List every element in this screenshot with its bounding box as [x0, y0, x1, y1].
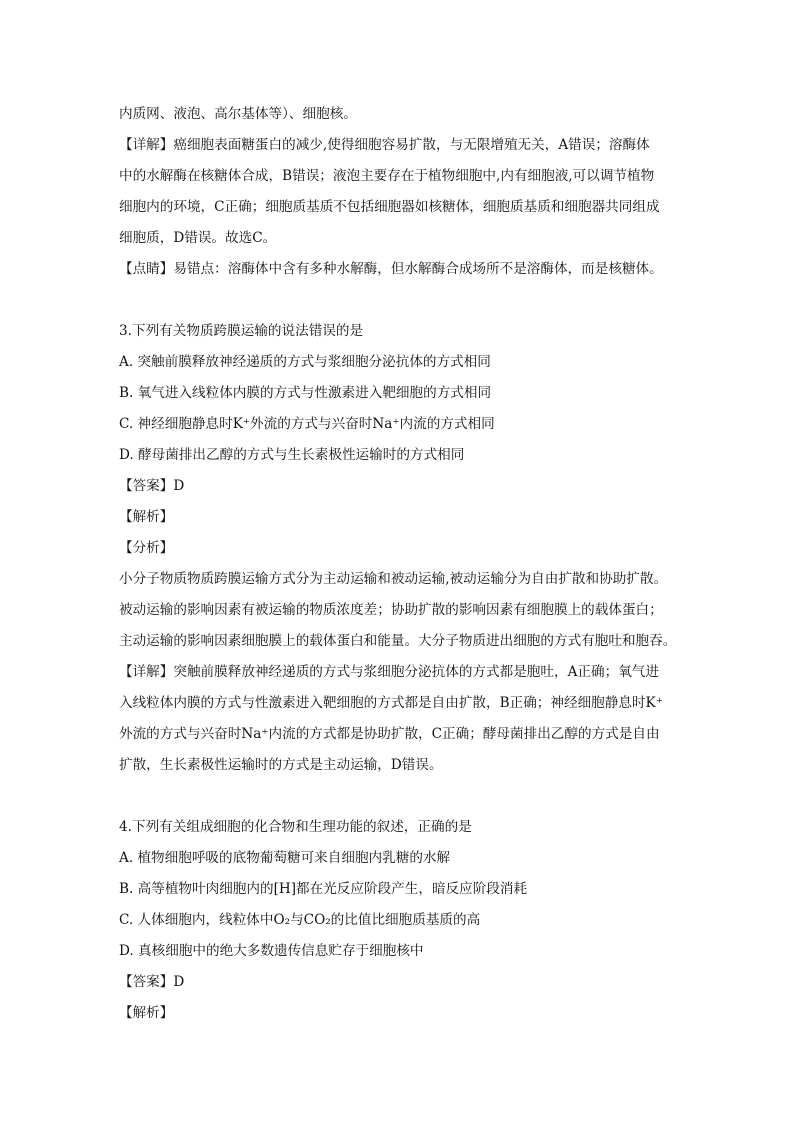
- text-line: 【详解】突触前膜释放神经递质的方式与浆细胞分泌抗体的方式都是胞吐，A正确；氧气进: [119, 664, 659, 680]
- question-4-option-b: B. 高等植物叶肉细胞内的[H]都在光反应阶段产生，暗反应阶段消耗: [119, 881, 528, 897]
- text-line: 【点睛】易错点：溶酶体中含有多种水解酶，但水解酶合成场所不是溶酶体，而是核糖体。: [119, 261, 663, 277]
- question-3-analysis-heading: 【解析】: [119, 509, 174, 525]
- text-line: 扩散，生长素极性运输时的方式是主动运输，D错误。: [119, 757, 443, 773]
- text-line: 主动运输的影响因素细胞膜上的载体蛋白和能量。大分子物质进出细胞的方式有胞吐和胞吞。: [119, 633, 677, 649]
- text-line: 细胞内的环境，C正确；细胞质基质不包括细胞器如核糖体，细胞质基质和细胞器共同组成: [119, 199, 660, 215]
- text-line: 小分子物质物质跨膜运输方式分为主动运输和被动运输,被动运输分为自由扩散和协助扩散。: [119, 571, 668, 587]
- text-line: 外流的方式与兴奋时Na⁺内流的方式都是协助扩散，C正确；酵母菌排出乙醇的方式是自由: [119, 726, 660, 742]
- question-3-answer: 【答案】D: [119, 478, 185, 494]
- question-4-stem: 4.下列有关组成细胞的化合物和生理功能的叙述，正确的是: [119, 819, 472, 835]
- question-4-option-a: A. 植物细胞呼吸的底物葡萄糖可来自细胞内乳糖的水解: [119, 850, 451, 866]
- question-4-option-d: D. 真核细胞中的绝大多数遗传信息贮存于细胞核中: [119, 943, 424, 959]
- question-3-option-b: B. 氧气进入线粒体内膜的方式与性激素进入靶细胞的方式相同: [119, 385, 492, 401]
- text-line: 内质网、液泡、高尔基体等）、细胞核。: [119, 106, 357, 122]
- question-3-analysis-subheading: 【分析】: [119, 540, 174, 556]
- text-line: 入线粒体内膜的方式与性激素进入靶细胞的方式都是自由扩散，B正确；神经细胞静息时K⁺: [119, 695, 663, 711]
- question-3-option-d: D. 酵母菌排出乙醇的方式与生长素极性运输时的方式相同: [119, 447, 465, 463]
- text-line: 细胞质，D错误。故选C。: [119, 230, 277, 246]
- question-3-stem: 3.下列有关物质跨膜运输的说法错误的是: [119, 323, 364, 339]
- question-4-analysis-heading: 【解析】: [119, 1005, 174, 1021]
- text-line: 中的水解酶在核糖体合成，B错误；液泡主要存在于植物细胞中,内有细胞液,可以调节植物: [119, 168, 655, 184]
- question-3-option-c: C. 神经细胞静息时K⁺外流的方式与兴奋时Na⁺内流的方式相同: [119, 416, 495, 432]
- question-3-option-a: A. 突触前膜释放神经递质的方式与浆细胞分泌抗体的方式相同: [119, 354, 491, 370]
- question-4-answer: 【答案】D: [119, 974, 185, 990]
- text-line: 被动运输的影响因素有被运输的物质浓度差；协助扩散的影响因素有细胞膜上的载体蛋白；: [119, 602, 663, 618]
- question-4-option-c: C. 人体细胞内，线粒体中O₂与CO₂的比值比细胞质基质的高: [119, 912, 481, 928]
- text-line: 【详解】癌细胞表面糖蛋白的减少,使得细胞容易扩散，与无限增殖无关，A错误；溶酶体: [119, 137, 650, 153]
